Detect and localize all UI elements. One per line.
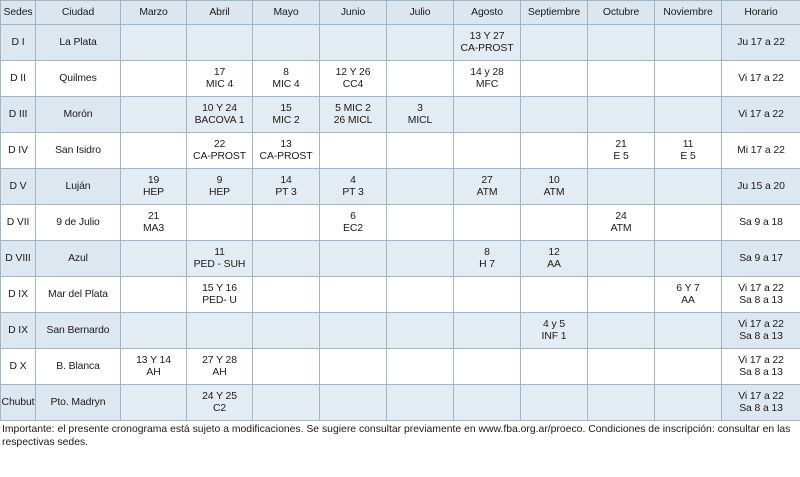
cell-text: 15 xyxy=(280,102,292,114)
month-cell xyxy=(655,133,722,169)
horario-text: Sa 8 a 13 xyxy=(739,294,783,306)
month-cell xyxy=(655,385,722,421)
horario-cell xyxy=(722,25,800,61)
horario-text: Ju 15 a 20 xyxy=(737,180,785,192)
month-cell xyxy=(320,61,387,97)
month-cell xyxy=(121,241,187,277)
month-cell xyxy=(521,313,588,349)
month-cell xyxy=(521,133,588,169)
month-cell xyxy=(454,97,521,133)
cell-text: 6 Y 7 xyxy=(676,282,700,294)
sede-cell: D IX xyxy=(1,277,36,313)
cell-text: AH xyxy=(212,366,227,378)
month-cell xyxy=(387,97,454,133)
month-cell xyxy=(187,241,253,277)
table-row xyxy=(1,241,800,277)
table-row xyxy=(1,313,800,349)
month-cell xyxy=(521,25,588,61)
month-cell xyxy=(588,169,655,205)
column-header: Sedes xyxy=(1,1,36,25)
month-cell xyxy=(121,61,187,97)
cell-text: MA3 xyxy=(142,222,165,234)
month-cell xyxy=(387,133,454,169)
cell-text: 12 Y 26 xyxy=(335,66,371,78)
cell-text: 6 xyxy=(350,210,356,222)
month-cell xyxy=(588,25,655,61)
column-header: Noviembre xyxy=(655,1,722,25)
month-cell xyxy=(320,349,387,385)
cell-text: H 7 xyxy=(479,258,495,270)
month-cell xyxy=(588,385,655,421)
month-cell xyxy=(320,313,387,349)
month-cell xyxy=(454,349,521,385)
month-cell xyxy=(454,241,521,277)
sede-cell: D I xyxy=(1,25,36,61)
cell-text: 10 Y 24 xyxy=(202,102,237,114)
cell-text: MFC xyxy=(475,78,499,90)
month-cell xyxy=(121,205,187,241)
month-cell xyxy=(187,205,253,241)
ciudad-cell: La Plata xyxy=(36,25,121,61)
cell-text: MIC 4 xyxy=(205,78,234,90)
month-cell xyxy=(253,61,320,97)
month-cell xyxy=(121,25,187,61)
ciudad-cell: San Isidro xyxy=(36,133,121,169)
cell-text: PT 3 xyxy=(342,186,364,198)
month-cell xyxy=(187,349,253,385)
cell-text: CA-PROST xyxy=(460,42,514,54)
month-cell xyxy=(588,133,655,169)
table-body xyxy=(1,25,800,421)
cell-text: CA-PROST xyxy=(259,150,313,162)
month-cell xyxy=(187,133,253,169)
horario-cell xyxy=(722,385,800,421)
cell-text: 24 Y 25 xyxy=(202,390,237,402)
ciudad-cell: Azul xyxy=(36,241,121,277)
month-cell xyxy=(454,277,521,313)
cell-text: 5 MIC 2 xyxy=(335,102,371,114)
month-cell xyxy=(521,205,588,241)
month-cell xyxy=(121,133,187,169)
ciudad-cell: Quilmes xyxy=(36,61,121,97)
month-cell xyxy=(454,133,521,169)
table-row xyxy=(1,97,800,133)
month-cell xyxy=(187,25,253,61)
month-cell xyxy=(588,277,655,313)
table-row xyxy=(1,349,800,385)
cell-text: HEP xyxy=(142,186,165,198)
cell-text: 9 xyxy=(216,174,223,186)
horario-text: Vi 17 a 22 xyxy=(738,390,784,402)
cell-text: PT 3 xyxy=(275,186,297,198)
month-cell xyxy=(655,25,722,61)
table-row xyxy=(1,385,800,421)
month-cell xyxy=(655,277,722,313)
table-row xyxy=(1,133,800,169)
month-cell xyxy=(387,241,454,277)
ciudad-cell: Luján xyxy=(36,169,121,205)
horario-text: Vi 17 a 22 xyxy=(738,282,784,294)
cell-text: CA-PROST xyxy=(193,150,246,162)
column-header: Septiembre xyxy=(521,1,588,25)
horario-cell xyxy=(722,313,800,349)
cell-text: 21 xyxy=(147,210,160,222)
cell-text: 8 xyxy=(484,246,490,258)
horario-cell xyxy=(722,169,800,205)
horario-text: Sa 9 a 18 xyxy=(739,216,783,228)
horario-cell xyxy=(722,61,800,97)
cell-text: EC2 xyxy=(343,222,363,234)
column-header: Agosto xyxy=(454,1,521,25)
month-cell xyxy=(253,313,320,349)
cell-text: BACOVA 1 xyxy=(194,114,245,126)
month-cell xyxy=(253,277,320,313)
month-cell xyxy=(454,313,521,349)
cell-text: 3 xyxy=(417,102,423,114)
horario-cell xyxy=(722,205,800,241)
horario-text: Vi 17 a 22 xyxy=(738,354,784,366)
month-cell xyxy=(121,385,187,421)
cell-text: 10 xyxy=(548,174,560,186)
horario-text: Sa 8 a 13 xyxy=(739,366,783,378)
horario-text: Vi 17 a 22 xyxy=(738,318,784,330)
month-cell xyxy=(387,349,454,385)
month-cell xyxy=(121,169,187,205)
column-header: Ciudad xyxy=(36,1,121,25)
month-cell xyxy=(320,133,387,169)
month-cell xyxy=(320,25,387,61)
cell-text: E 5 xyxy=(613,150,629,162)
horario-cell xyxy=(722,241,800,277)
cell-text: 13 xyxy=(280,138,292,150)
month-cell xyxy=(253,169,320,205)
month-cell xyxy=(187,97,253,133)
cell-text: E 5 xyxy=(680,150,696,162)
horario-text: Vi 17 a 22 xyxy=(738,72,784,84)
cell-text: CC4 xyxy=(342,78,364,90)
month-cell xyxy=(320,277,387,313)
ciudad-cell: Pto. Madryn xyxy=(36,385,121,421)
table-row xyxy=(1,277,800,313)
cell-text: 8 xyxy=(283,66,289,78)
horario-text: Vi 17 a 22 xyxy=(738,108,784,120)
ciudad-cell: Morón xyxy=(36,97,121,133)
month-cell xyxy=(655,169,722,205)
month-cell xyxy=(588,241,655,277)
cell-text: 24 xyxy=(615,210,627,222)
cell-text: MICL xyxy=(407,114,433,126)
month-cell xyxy=(121,277,187,313)
month-cell xyxy=(655,61,722,97)
table-row xyxy=(1,205,800,241)
month-cell xyxy=(387,277,454,313)
cell-text: 11 xyxy=(682,138,694,150)
sede-cell: D X xyxy=(1,349,36,385)
month-cell xyxy=(588,349,655,385)
month-cell xyxy=(121,313,187,349)
cell-text: AA xyxy=(681,294,695,306)
cell-text: 14 xyxy=(280,174,292,186)
month-cell xyxy=(320,169,387,205)
month-cell xyxy=(253,385,320,421)
sede-cell: D VIII xyxy=(1,241,36,277)
month-cell xyxy=(588,97,655,133)
table-row xyxy=(1,169,800,205)
table-row xyxy=(1,61,800,97)
ciudad-cell: B. Blanca xyxy=(36,349,121,385)
month-cell xyxy=(253,205,320,241)
month-cell xyxy=(387,61,454,97)
month-cell xyxy=(253,349,320,385)
sede-cell: D V xyxy=(1,169,36,205)
month-cell xyxy=(187,169,253,205)
column-header: Mayo xyxy=(253,1,320,25)
column-header: Junio xyxy=(320,1,387,25)
month-cell xyxy=(655,313,722,349)
sede-cell: D II xyxy=(1,61,36,97)
table-row xyxy=(1,25,800,61)
footnote: Importante: el presente cronograma está sujeto a modificaciones. Se sugiere consultar previamente en www.fba.org.ar/proeco. Condiciones de inscripción: consultar en las respectivas sedes. xyxy=(2,424,791,448)
horario-cell xyxy=(722,349,800,385)
month-cell xyxy=(387,313,454,349)
horario-text: Mi 17 a 22 xyxy=(737,144,785,156)
month-cell xyxy=(387,25,454,61)
month-cell xyxy=(521,277,588,313)
cell-text: ATM xyxy=(476,186,498,198)
cell-text: 11 xyxy=(214,246,225,258)
month-cell xyxy=(253,241,320,277)
month-cell xyxy=(320,385,387,421)
cell-text: AA xyxy=(547,258,561,270)
month-cell xyxy=(320,205,387,241)
month-cell xyxy=(253,97,320,133)
month-cell xyxy=(121,97,187,133)
horario-cell xyxy=(722,97,800,133)
header-row xyxy=(1,1,800,25)
cell-text: 17 xyxy=(213,66,226,78)
cell-text: INF 1 xyxy=(541,330,567,342)
month-cell xyxy=(521,61,588,97)
cell-text: HEP xyxy=(208,186,231,198)
month-cell xyxy=(588,313,655,349)
cell-text: 12 xyxy=(548,246,560,258)
sede-cell: D VII xyxy=(1,205,36,241)
month-cell xyxy=(588,205,655,241)
table-header xyxy=(1,1,800,25)
month-cell xyxy=(454,169,521,205)
month-cell xyxy=(387,385,454,421)
month-cell xyxy=(454,205,521,241)
month-cell xyxy=(655,241,722,277)
cell-text: PED- U xyxy=(202,294,237,306)
cell-text: AH xyxy=(146,366,161,378)
month-cell xyxy=(521,385,588,421)
cell-text: 27 Y 28 xyxy=(202,354,237,366)
month-cell xyxy=(655,205,722,241)
month-cell xyxy=(187,277,253,313)
column-header: Horario xyxy=(722,1,800,25)
cell-text: 14 y 28 xyxy=(470,66,504,78)
month-cell xyxy=(521,97,588,133)
month-cell xyxy=(454,61,521,97)
month-cell xyxy=(521,349,588,385)
cell-text: C2 xyxy=(212,402,227,414)
horario-cell xyxy=(722,277,800,313)
sede-cell: Chubut xyxy=(1,385,36,421)
column-header: Julio xyxy=(387,1,454,25)
cell-text: MIC 4 xyxy=(272,78,300,90)
month-cell xyxy=(253,133,320,169)
ciudad-cell: San Bernardo xyxy=(36,313,121,349)
cell-text: 21 xyxy=(615,138,627,150)
month-cell xyxy=(253,25,320,61)
month-cell xyxy=(454,385,521,421)
month-cell xyxy=(387,169,454,205)
horario-text: Ju 17 a 22 xyxy=(737,36,785,48)
cell-text: 22 xyxy=(213,138,226,150)
cell-text: 13 Y 14 xyxy=(136,354,171,366)
cell-text: 4 y 5 xyxy=(542,318,566,330)
column-header: Octubre xyxy=(588,1,655,25)
cell-text: 19 xyxy=(147,174,160,186)
month-cell xyxy=(387,205,454,241)
month-cell xyxy=(187,385,253,421)
month-cell xyxy=(521,241,588,277)
ciudad-cell: Mar del Plata xyxy=(36,277,121,313)
cell-text: 4 xyxy=(350,174,356,186)
horario-cell xyxy=(722,133,800,169)
month-cell xyxy=(320,97,387,133)
ciudad-cell: 9 de Julio xyxy=(36,205,121,241)
cell-text: PED - SUH xyxy=(193,258,246,270)
sede-cell: D IX xyxy=(1,313,36,349)
cell-text: ATM xyxy=(543,186,565,198)
cell-text: 27 xyxy=(481,174,493,186)
month-cell xyxy=(320,241,387,277)
month-cell xyxy=(588,61,655,97)
month-cell xyxy=(121,349,187,385)
horario-text: Sa 8 a 13 xyxy=(739,330,783,342)
cell-text: MIC 2 xyxy=(272,114,300,126)
month-cell xyxy=(454,25,521,61)
cell-text: ATM xyxy=(610,222,632,234)
sede-cell: D III xyxy=(1,97,36,133)
month-cell xyxy=(655,349,722,385)
horario-text: Sa 8 a 13 xyxy=(739,402,783,414)
month-cell xyxy=(187,61,253,97)
sede-cell: D IV xyxy=(1,133,36,169)
column-header: Abril xyxy=(187,1,253,25)
month-cell xyxy=(187,313,253,349)
horario-text: Sa 9 a 17 xyxy=(739,252,783,264)
cell-text: 13 Y 27 xyxy=(469,30,505,42)
cell-text: 15 Y 16 xyxy=(202,282,237,294)
column-header: Marzo xyxy=(121,1,187,25)
month-cell xyxy=(655,97,722,133)
cell-text: 26 MICL xyxy=(333,114,373,126)
month-cell xyxy=(521,169,588,205)
